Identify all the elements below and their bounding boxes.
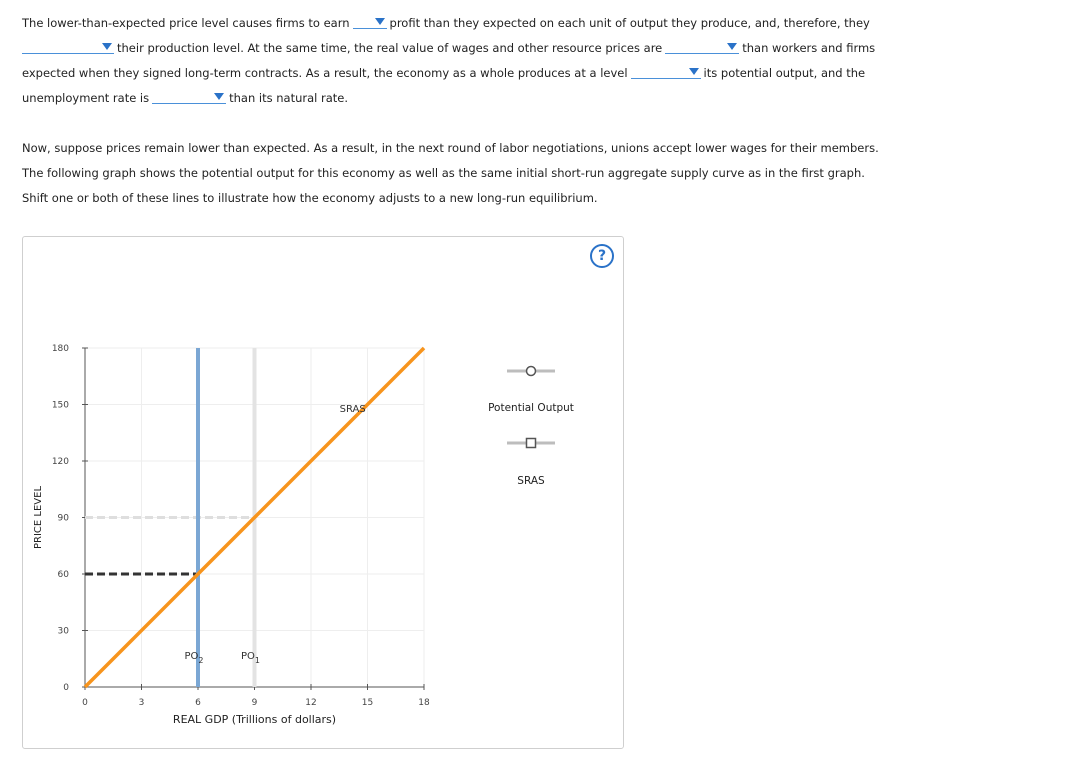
- question-text: their production level. At the same time, the real value of wages and other resource prices are: [117, 41, 663, 55]
- po2-label: $PO_2$: [184, 650, 204, 665]
- y-tick-label: 120: [51, 457, 69, 467]
- y-tick-label: 150: [51, 400, 69, 411]
- x-tick-label: 9: [251, 698, 258, 708]
- instructions-line: The following graph shows the potential output for this economy as well as the same initial short-run aggregate supply curve as in the first graph.: [22, 166, 865, 180]
- production-level-dropdown[interactable]: [22, 39, 114, 54]
- chart-svg: [23, 237, 623, 748]
- output-level-dropdown[interactable]: [631, 64, 701, 79]
- chevron-down-icon: [102, 43, 112, 50]
- unemployment-dropdown[interactable]: [152, 89, 226, 104]
- profit-dropdown[interactable]: [353, 14, 387, 29]
- x-tick-label: 18: [418, 698, 430, 708]
- po1-label: $PO_1$: [241, 650, 260, 665]
- question-text: unemployment rate is: [22, 91, 150, 105]
- x-tick-label: 0: [82, 698, 88, 708]
- y-tick-label: 60: [57, 570, 69, 580]
- question-text: The lower-than-expected price level causes firms to earn: [22, 16, 350, 30]
- real-wages-dropdown[interactable]: [665, 39, 739, 54]
- question-text: profit than they expected on each unit of output they produce, and, therefore, they: [389, 16, 870, 30]
- question-text: its potential output, and the: [703, 66, 866, 80]
- question-text: than its natural rate.: [229, 91, 349, 105]
- sras-curve-label: SRAS: [339, 404, 366, 416]
- legend-sras-marker[interactable]: [527, 439, 536, 448]
- graph-panel: [22, 236, 624, 749]
- help-icon[interactable]: ?: [590, 244, 614, 268]
- chevron-down-icon: [375, 18, 385, 25]
- x-tick-label: 12: [305, 698, 317, 708]
- y-tick-label: 90: [57, 513, 69, 524]
- legend-label: SRAS: [517, 475, 545, 487]
- chevron-down-icon: [689, 68, 699, 75]
- y-tick-label: 30: [57, 626, 69, 637]
- question-text: than workers and firms: [742, 41, 876, 55]
- x-tick-label: 15: [361, 698, 374, 708]
- question-paragraph: [22, 11, 875, 111]
- chevron-down-icon: [727, 43, 737, 50]
- x-tick-label: 3: [138, 698, 145, 708]
- y-tick-label: 0: [63, 683, 69, 693]
- legend-label: Potential Output: [488, 402, 574, 414]
- y-tick-label: 180: [51, 344, 69, 354]
- x-axis-title: REAL GDP (Trillions of dollars): [172, 713, 337, 726]
- instructions-line: Shift one or both of these lines to illustrate how the economy adjusts to a new long-run equilibrium.: [22, 191, 598, 205]
- y-axis-title: PRICE LEVEL: [33, 485, 44, 550]
- question-text: expected when they signed long-term contracts. As a result, the economy as a whole produces at a level: [22, 66, 628, 80]
- x-tick-label: 6: [195, 698, 201, 708]
- instructions-paragraph: [22, 136, 879, 211]
- instructions-line: Now, suppose prices remain lower than expected. As a result, in the next round of labor negotiations, unions accept lower wages for their members.: [22, 141, 879, 155]
- legend-potential-output-marker[interactable]: [527, 367, 536, 376]
- chevron-down-icon: [214, 93, 224, 100]
